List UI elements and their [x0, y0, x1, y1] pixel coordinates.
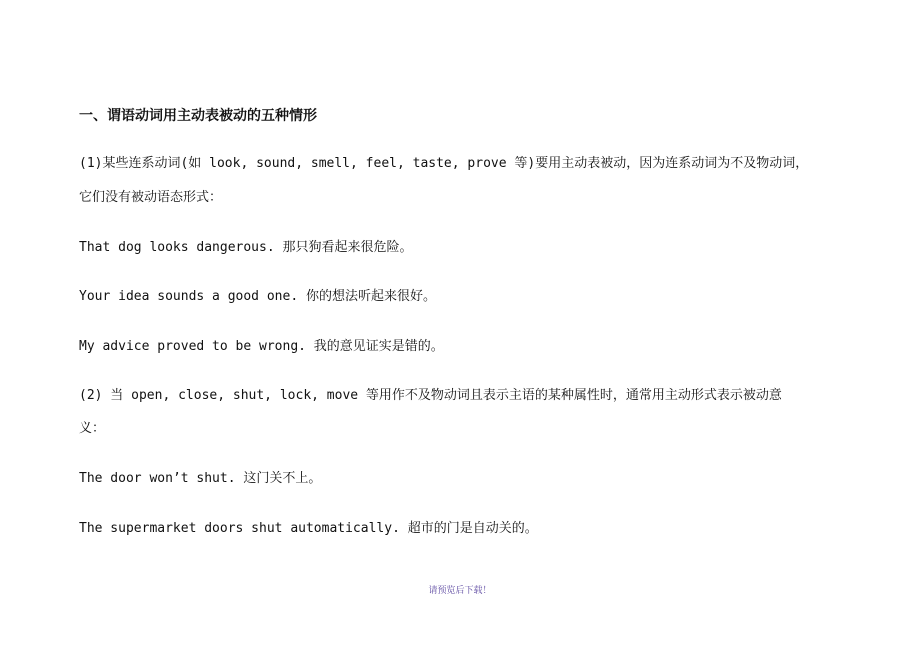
- section1-intro-line1: (1)某些连系动词(如 look, sound, smell, feel, taste, prove 等)要用主动表被动，因为连系动词为不及物动词，: [79, 156, 809, 171]
- section-heading: 一、谓语动词用主动表被动的五种情形: [79, 108, 317, 124]
- example-sentence: That dog looks dangerous. 那只狗看起来很危险。: [79, 240, 413, 255]
- section2-intro-line1: (2) 当 open, close, shut, lock, move 等用作不及物动词且表示主语的某种属性时，通常用主动形式表示被动意: [79, 388, 782, 403]
- section2-intro-line2: 义：: [79, 421, 106, 436]
- example-sentence: My advice proved to be wrong. 我的意见证实是错的。: [79, 339, 444, 354]
- example-sentence: The door won’t shut. 这门关不上。: [79, 471, 322, 486]
- footer-note: 请预览后下载！: [428, 586, 492, 596]
- example-sentence: The supermarket doors shut automatically. 超市的门是自动关的。: [79, 521, 538, 536]
- section1-intro-line2: 它们没有被动语态形式：: [79, 190, 223, 205]
- example-sentence: Your idea sounds a good one. 你的想法听起来很好。: [79, 289, 436, 304]
